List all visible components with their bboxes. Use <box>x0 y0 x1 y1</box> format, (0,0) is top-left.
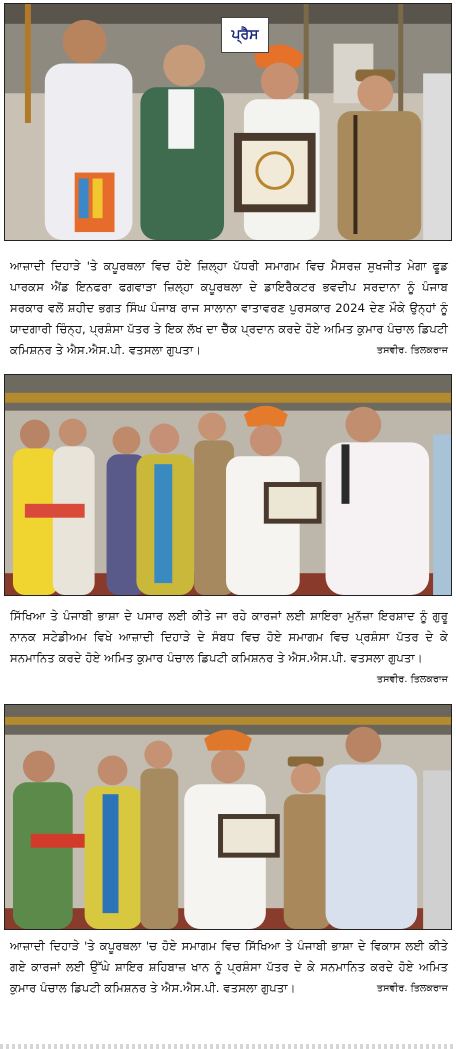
caption-2-text: ਸਿੱਖਿਆ ਤੇ ਪੰਜਾਬੀ ਭਾਸ਼ਾ ਦੇ ਪਸਾਰ ਲਈ ਕੀਤੇ ਜਾ ਰਹੇ ਕਾਰਜਾਂ ਲਈ ਸ਼ਾਇਰਾ ਮੁਨੱਜ਼ਾ ਇਰਸ਼ਾਦ ਨੂੰ ਗੁਰੂ ਨਾਨਕ ਸਟੇਡੀਅਮ ਵਿਖੇ ਆਜ਼ਾਦੀ ਦਿਹਾੜੇ ਦੇ ਸੰਬਧ ਵਿਚ ਹੋਏ ਸਮਾਗਮ ਵਿਚ ਪ੍ਰਸ਼ੰਸਾ ਪੱਤਰ ਦੇ ਕੇ ਸਨਮਾਨਿਤ ਕਰਦੇ ਹੋਏ ਅਮਿਤ ਕੁਮਾਰ ਪੰਚਾਲ ਡਿਪਟੀ ਕਮਿਸ਼ਨਰ ਤੇ ਐਸ.ਐਸ.ਪੀ. ਵਤਸਲਾ ਗੁਪਤਾ। <box>10 609 448 665</box>
caption-3-credit: ਤਸਵੀਰ. ਤਿਲਕਰਾਜ <box>376 983 448 994</box>
caption-1 <box>10 256 448 361</box>
caption-2-credit: ਤਸਵੀਰ. ਤਿਲਕਰਾਜ <box>376 674 448 685</box>
press-sign: ਪ੍ਰੈਸ <box>221 17 269 53</box>
caption-3-text: ਆਜ਼ਾਦੀ ਦਿਹਾੜੇ 'ਤੇ ਕਪੂਰਥਲਾ 'ਚ ਹੋਏ ਸਮਾਗਮ ਵਿਚ ਸਿੱਖਿਆ ਤੇ ਪੰਜਾਬੀ ਭਾਸ਼ਾ ਦੇ ਵਿਕਾਸ ਲਈ ਕੀਤੇ ਗਏ ਕਾਰਜਾਂ ਲਈ ਉੱਘੇ ਸ਼ਾਇਰ ਸ਼ਹਿਬਾਜ਼ ਖਾਨ ਨੂੰ ਪ੍ਰਸ਼ੰਸਾ ਪੱਤਰ ਦੇ ਕੇ ਸਨਮਾਨਿਤ ਕਰਦੇ ਹੋਏ ਅਮਿਤ ਕੁਮਾਰ ਪੰਚਾਲ ਡਿਪਟੀ ਕਮਿਸ਼ਨਰ ਤੇ ਐਸ.ਐਸ.ਪੀ. ਵਤਸਲਾ ਗੁਪਤਾ। <box>10 939 448 995</box>
caption-1-credit: ਤਸਵੀਰ. ਤਿਲਕਰਾਜ <box>376 345 448 356</box>
photo-3-image <box>5 705 451 929</box>
caption-2 <box>10 606 448 690</box>
photo-2-image <box>5 375 451 595</box>
page-edge <box>0 1044 456 1049</box>
caption-3 <box>10 936 448 999</box>
caption-1-text: ਆਜ਼ਾਦੀ ਦਿਹਾੜੇ 'ਤੇ ਕਪੂਰਥਲਾ ਵਿਚ ਹੋਏ ਜ਼ਿਲ੍ਹਾ ਪੱਧਰੀ ਸਮਾਗਮ ਵਿਚ ਮੈਸਰਜ਼ ਸੁਖਜੀਤ ਮੇਗਾ ਫੂਡ ਪਾਰਕਸ ਐਂਡ ਇਨਫਰਾ ਫਗਵਾੜਾ ਜ਼ਿਲ੍ਹਾ ਕਪੂਰਥਲਾ ਦੇ ਡਾਇਰੈਕਟਰ ਭਵਦੀਪ ਸਰਦਾਨਾ ਨੂੰ ਪੰਜਾਬ ਸਰਕਾਰ ਵਲੋਂ ਸ਼ਹੀਦ ਭਗਤ ਸਿੰਘ ਪੰਜਾਬ ਰਾਜ ਸਾਲਾਨਾ ਵਾਤਾਵਰਣ ਪੁਰਸਕਾਰ 2024 ਦੇਣ ਮੌਕੇ ਉਨ੍ਹਾਂ ਨੂੰ ਯਾਦਗਾਰੀ ਚਿੰਨ੍ਹ, ਪ੍ਰਸ਼ੰਸਾ ਪੱਤਰ ਤੇ ਇਕ ਲੱਖ ਦਾ ਚੈੱਕ ਪ੍ਰਦਾਨ ਕਰਦੇ ਹੋਏ ਅਮਿਤ ਕੁਮਾਰ ਪੰਚਾਲ ਡਿਪਟੀ ਕਮਿਸ਼ਨਰ ਤੇ ਐਸ.ਐਸ.ਪੀ. ਵਤਸਲਾ ਗੁਪਤਾ। <box>10 259 448 357</box>
photo-award-ceremony-1 <box>4 3 452 241</box>
photo-award-ceremony-2 <box>4 374 452 596</box>
photo-award-ceremony-3 <box>4 704 452 930</box>
